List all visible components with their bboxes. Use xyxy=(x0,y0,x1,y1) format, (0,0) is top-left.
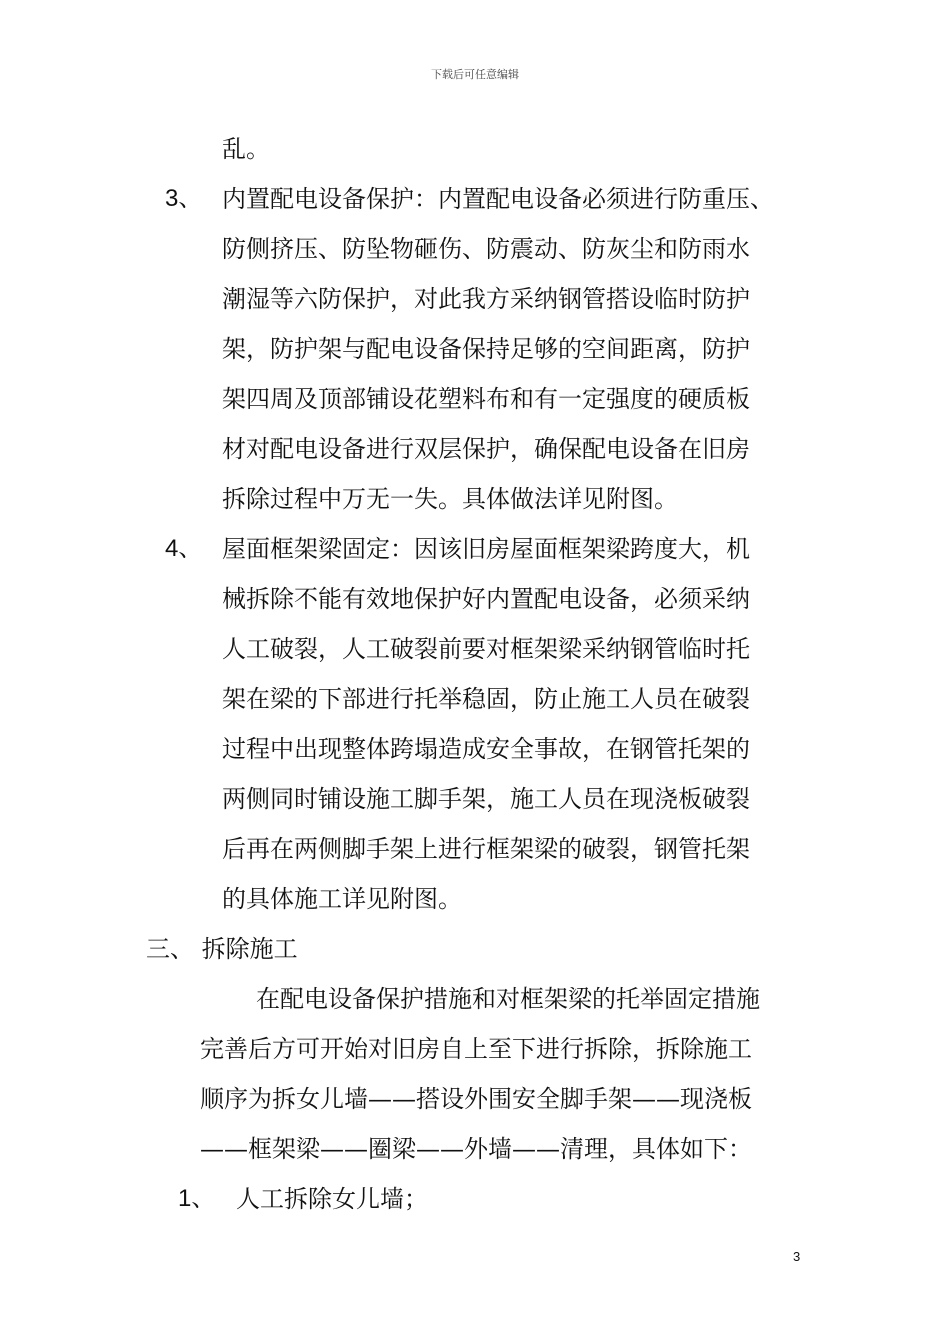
item-4-line: 的具体施工详见附图。 xyxy=(222,885,462,913)
item-3-line: 架四周及顶部铺设花塑料布和有一定强度的硬质板 xyxy=(222,385,750,413)
item-3-line: 材对配电设备进行双层保护，确保配电设备在旧房 xyxy=(222,435,750,463)
item-1-number: 1、 xyxy=(178,1185,216,1212)
item-3-line: 潮湿等六防保护，对此我方采纳钢管搭设临时防护 xyxy=(222,285,750,313)
item-3-continuation: 乱。 xyxy=(222,135,270,163)
item-4-line: 械拆除不能有效地保护好内置配电设备，必须采纳 xyxy=(222,585,750,613)
item-3-line: 内置配电设备保护：内置配电设备必须进行防重压、 xyxy=(222,185,774,213)
item-3-line: 防侧挤压、防坠物砸伤、防震动、防灰尘和防雨水 xyxy=(222,235,750,263)
item-3-line: 架，防护架与配电设备保持足够的空间距离，防护 xyxy=(222,335,750,363)
page-header: 下载后可任意编辑 xyxy=(431,68,519,81)
item-4-line: 架在梁的下部进行托举稳固，防止施工人员在破裂 xyxy=(222,685,750,713)
item-4-line: 人工破裂，人工破裂前要对框架梁采纳钢管临时托 xyxy=(222,635,750,663)
item-3-number: 3、 xyxy=(165,185,203,212)
page-number: 3 xyxy=(793,1249,801,1264)
item-1-text: 人工拆除女儿墙； xyxy=(236,1185,428,1213)
section-3-line: 顺序为拆女儿墙——搭设外围安全脚手架——现浇板 xyxy=(200,1085,752,1113)
item-4-line: 过程中出现整体跨塌造成安全事故，在钢管托架的 xyxy=(222,735,750,763)
section-3-line: 完善后方可开始对旧房自上至下进行拆除，拆除施工 xyxy=(200,1035,752,1063)
section-3-heading: 三、 拆除施工 xyxy=(146,935,298,963)
item-4-line: 两侧同时铺设施工脚手架，施工人员在现浇板破裂 xyxy=(222,785,750,813)
section-3-line: 在配电设备保护措施和对框架梁的托举固定措施 xyxy=(256,985,760,1013)
item-4-line: 屋面框架梁固定：因该旧房屋面框架梁跨度大，机 xyxy=(222,535,750,563)
section-3-line: ——框架梁——圈梁——外墙——清理，具体如下： xyxy=(200,1135,752,1163)
item-4-line: 后再在两侧脚手架上进行框架梁的破裂，钢管托架 xyxy=(222,835,750,863)
item-4-number: 4、 xyxy=(165,535,203,562)
item-3-line: 拆除过程中万无一失。具体做法详见附图。 xyxy=(222,485,678,513)
